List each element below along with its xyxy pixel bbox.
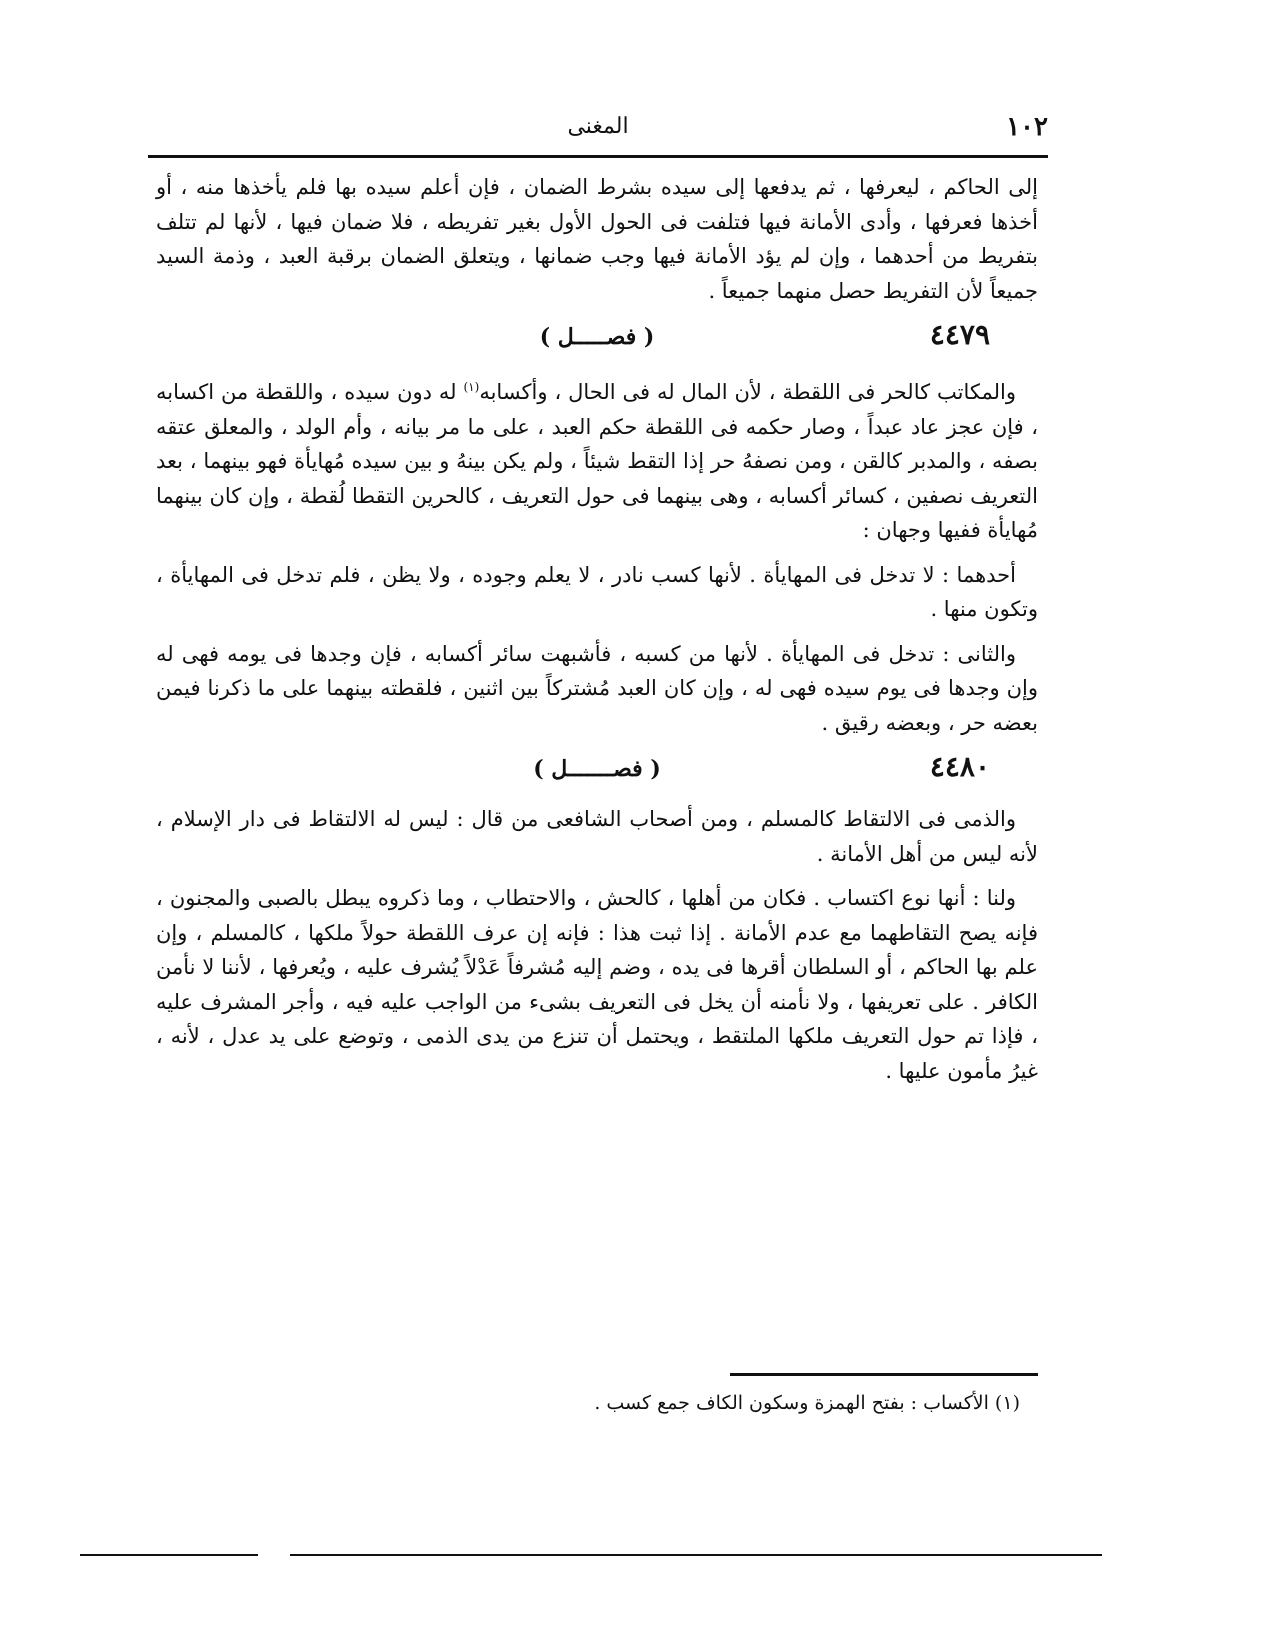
bottom-rule-right (290, 1554, 1102, 1556)
section-title: ( فصـــــــل ) (533, 756, 661, 782)
paragraph-4: والثانى : تدخل فى المهايأة . لأنها من كسبه ، فأشبهت سائر أكسابه ، فإن وجدها فى يومه فهى له وإن وجدها فى يوم سيده فهى له ، وإن كان العبد مُشتركاً بين اثنين ، فلقطته بينهما على ما ذكرنا فيمن بعضه حر ، وبعضه رقيق . (156, 641, 1038, 735)
footnote-rule (730, 1373, 1038, 1376)
footnote-marker: (١) (463, 380, 480, 394)
bottom-rule-left (80, 1554, 258, 1556)
footnote: (١) الأكساب : بفتح الهمزة وسكون الكاف جمع كسب . (594, 1392, 1020, 1414)
paragraph-5: والذمى فى الالتقاط كالمسلم ، ومن أصحاب الشافعى من قال : ليس له الالتقاط فى دار الإسلام ، لأنه ليس من أهل الأمانة . (156, 807, 1038, 866)
section-title: ( فصـــــل ) (539, 324, 655, 350)
header-rule (148, 155, 1048, 158)
paragraph-2-start: والمكاتب كالحر فى اللقطة ، لأن المال له فى الحال ، وأكسابه (479, 380, 1016, 404)
section-number: ٤٤٧٩ (929, 318, 990, 351)
paragraph-2 (156, 370, 1038, 548)
paragraph-2-rest: له دون سيده ، واللقطة من اكسابه ، فإن عجز عاد عبداً ، وصار حكمه فى اللقطة حكم العبد ، على ما مر بيانه ، وأم الولد ، والمعلق عتقه بصفه ، والمدبر كالقن ، ومن نصفهُ حر إذا التقط شيئاً ، ولم يكن بينهُ و بين سيده مُهايأة فهو بينهما ، بعد التعريف نصفين ، كسائر أكسابه ، وهى بينهما فى حول التعريف ، كالحرين التقطا لُقطة ، وإن كان بينهما مُهايأة ففيها وجهان : (156, 380, 1038, 542)
running-head (148, 108, 1048, 150)
page-number: ١٠٢ (1006, 112, 1048, 142)
paragraph-1: إلى الحاكم ، ليعرفها ، ثم يدفعها إلى سيده بشرط الضمان ، فإن أعلم سيده بها فلم يأخذها منه ، أو أخذها فعرفها ، وأدى الأمانة فيها فتلفت فى الحول الأول بغير تفريطه ، فلا ضمان فيها ، لأنها لم تتلف بتفريط من أحدهما ، وإن لم يؤد الأمانة فيها وجب ضمانها ، ويتعلق الضمان برقبة العبد ، وذمة السيد جميعاً لأن التفريط حصل منهما جميعاً . (156, 175, 1038, 303)
book-title: المغنى (567, 114, 629, 139)
main-text (156, 170, 1038, 1098)
paragraph-6: ولنا : أنها نوع اكتساب . فكان من أهلها ، كالحش ، والاحتطاب ، وما ذكروه يبطل بالصبى والمجنون ، فإنه يصح التقاطهما مع عدم الأمانة . إذا ثبت هذا : فإنه إن عرف اللقطة حولاً ملكها ، كالمسلم ، وإن علم بها الحاكم ، أو السلطان أقرها فى يده ، وضم إليه مُشرفاً عَدْلاً يُشرف عليه ، ويُعرفها ، لأننا لا نأمن الكافر . على تعريفها ، ولا نأمنه أن يخل فى التعريف بشىء من الواجب عليه فيه ، وأجر المشرف عليه ، فإذا تم حول التعريف ملكها الملتقط ، ويحتمل أن تنزع من يدى الذمى ، وتوضع على يد عدل ، لأنه ، غيرُ مأمون عليها . (156, 886, 1038, 1083)
section-heading-4479 (156, 318, 1038, 364)
section-heading-4480 (156, 750, 1038, 796)
section-number: ٤٤٨٠ (929, 750, 990, 783)
paragraph-3: أحدهما : لا تدخل فى المهايأة . لأنها كسب نادر ، لا يعلم وجوده ، ولا يظن ، فلم تدخل فى المهايأة ، وتكون منها . (156, 562, 1038, 621)
